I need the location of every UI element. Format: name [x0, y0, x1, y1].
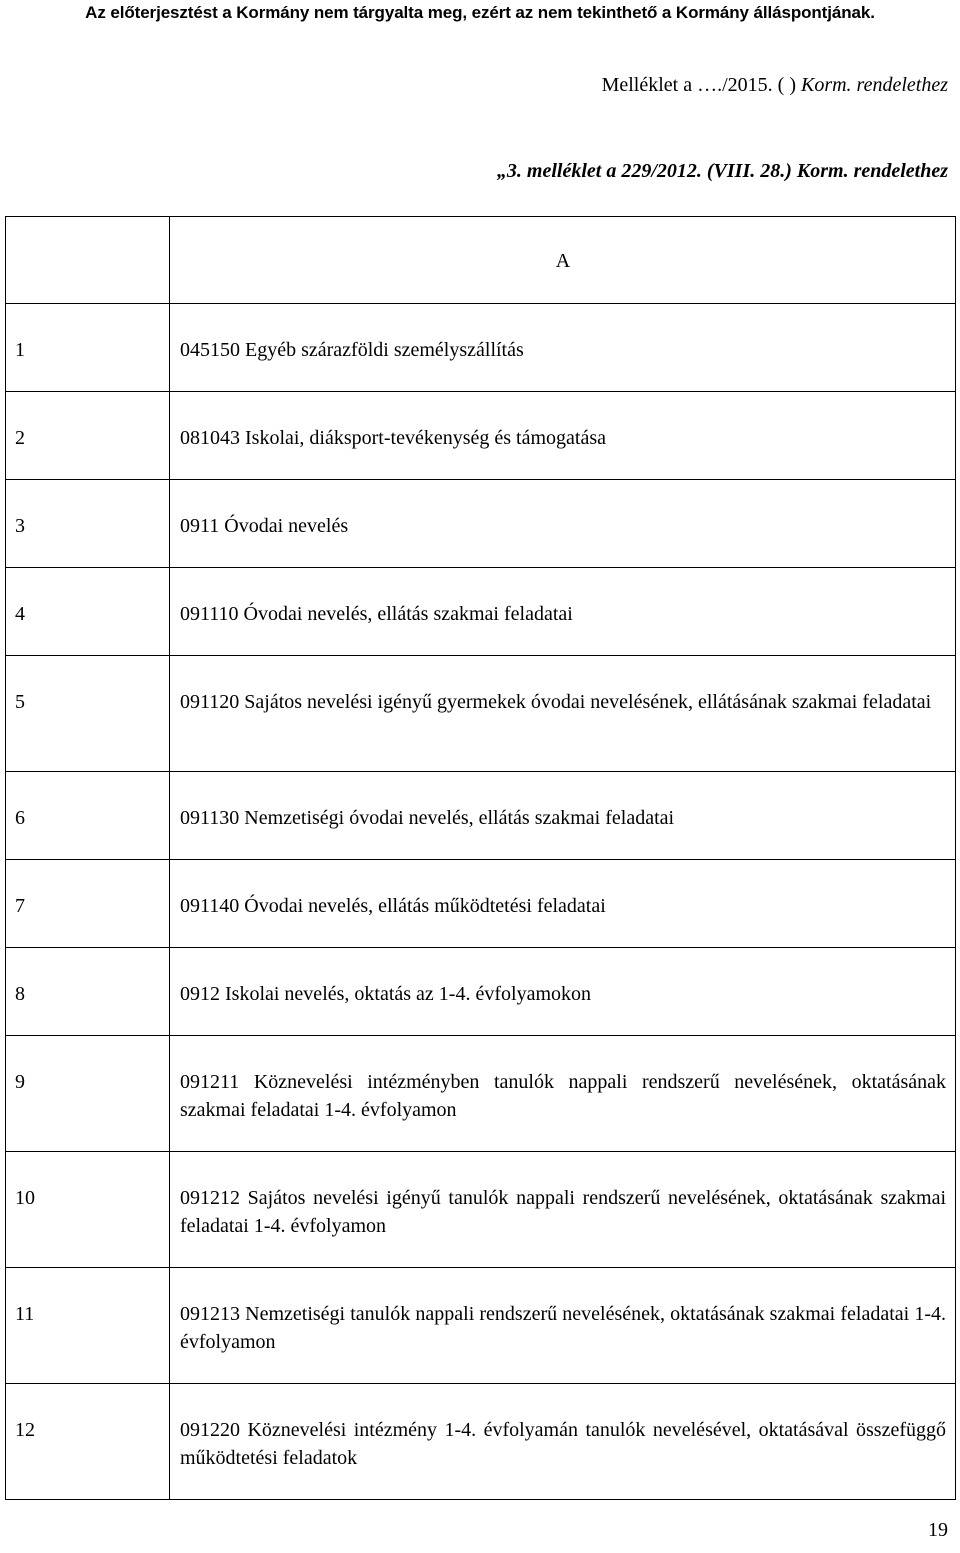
annex-title: „3. melléklet a 229/2012. (VIII. 28.) Korm. rendelethez: [496, 160, 948, 182]
row-text: 091120 Sajátos nevelési igényű gyermekek óvodai nevelésének, ellátásának szakmai feladatai: [180, 691, 932, 713]
table-row: [6, 1036, 956, 1152]
row-text: 091220 Köznevelési intézmény 1-4. évfolyamán tanulók nevelésével, oktatásával összefüggő működtetési feladatok: [180, 1419, 946, 1469]
table-row: [6, 860, 956, 948]
table-row: [6, 948, 956, 1036]
table-row: [6, 1384, 956, 1500]
row-text: 045150 Egyéb szárazföldi személyszállítás: [180, 339, 524, 361]
table-row: [6, 392, 956, 480]
header-empty-cell: [6, 217, 170, 304]
row-number: 6: [15, 807, 25, 829]
annex-reference-line: [602, 74, 948, 97]
row-text: 091140 Óvodai nevelés, ellátás működtetési feladatai: [180, 895, 606, 917]
table-header-row: [6, 217, 956, 304]
header-notice: Az előterjesztést a Kormány nem tárgyalta meg, ezért az nem tekinthető a Kormány álláspontjának.: [85, 3, 875, 22]
row-text: 091213 Nemzetiségi tanulók nappali rendszerű nevelésének, oktatásának szakmai feladatai 1-4. évfolyamon: [180, 1303, 946, 1353]
row-text: 091130 Nemzetiségi óvodai nevelés, ellátás szakmai feladatai: [180, 807, 675, 829]
appendix-table: [5, 216, 956, 1500]
row-number: 2: [15, 427, 25, 449]
row-number: 12: [15, 1419, 35, 1441]
table-row: [6, 1268, 956, 1384]
row-text: 081043 Iskolai, diáksport-tevékenység és támogatása: [180, 427, 606, 449]
annex-reference-prefix: Melléklet a …./2015. ( ): [601, 74, 801, 96]
page-number: 19: [928, 1519, 948, 1541]
column-header-a: A: [170, 217, 956, 304]
annex-reference-suffix: Korm. rendelethez: [800, 74, 948, 96]
row-number: 10: [15, 1187, 35, 1209]
table-row: [6, 568, 956, 656]
row-text: 0911 Óvodai nevelés: [180, 515, 349, 537]
row-number: 1: [15, 339, 25, 361]
table-row: [6, 304, 956, 392]
table-row: [6, 480, 956, 568]
row-number: 3: [15, 515, 25, 537]
row-number: 11: [15, 1303, 35, 1325]
row-text: 091211 Köznevelési intézményben tanulók nappali rendszerű nevelésének, oktatásának szakmai feladatai 1-4. évfolyamon: [180, 1071, 946, 1121]
row-number: 4: [15, 603, 25, 625]
row-number: 9: [15, 1071, 25, 1093]
table-row: [6, 656, 956, 772]
row-text: 091110 Óvodai nevelés, ellátás szakmai feladatai: [180, 603, 573, 625]
row-number: 5: [15, 691, 25, 713]
row-number: 7: [15, 895, 25, 917]
row-text: 091212 Sajátos nevelési igényű tanulók nappali rendszerű nevelésének, oktatásának szakmai feladatai 1-4. évfolyamon: [180, 1187, 946, 1237]
table-row: [6, 1152, 956, 1268]
table-row: [6, 772, 956, 860]
row-text: 0912 Iskolai nevelés, oktatás az 1-4. évfolyamokon: [180, 983, 591, 1005]
row-number: 8: [15, 983, 25, 1005]
